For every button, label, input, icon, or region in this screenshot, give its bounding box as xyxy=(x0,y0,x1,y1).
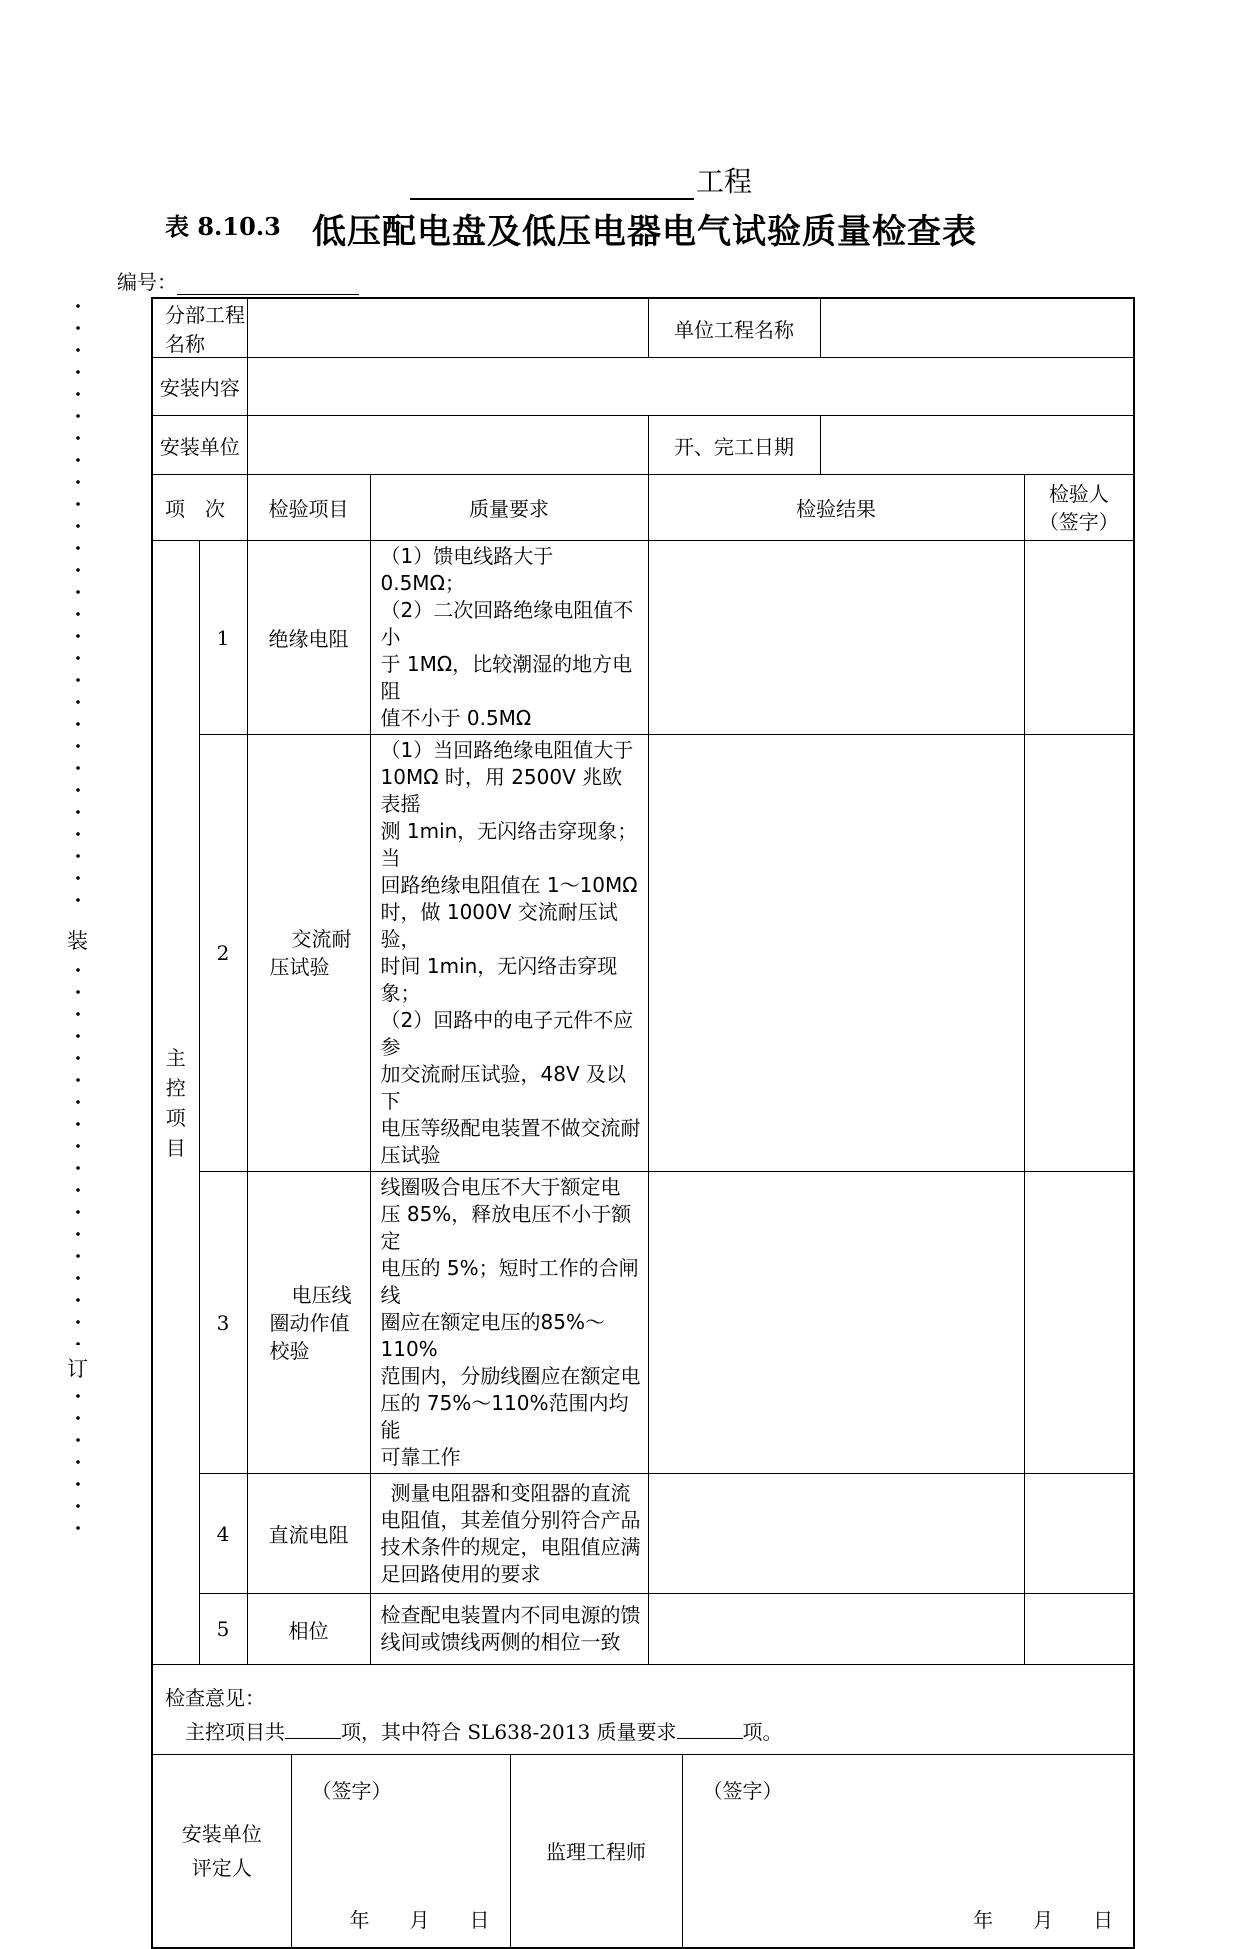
item-name: 电压线 圈动作值 校验 xyxy=(247,1172,370,1474)
item-result[interactable] xyxy=(648,1594,1024,1665)
unit-project-value[interactable] xyxy=(820,298,1134,358)
item-inspector[interactable] xyxy=(1024,541,1134,735)
table-row xyxy=(152,735,1134,1172)
supervisor-sign-label: （签字） xyxy=(702,1779,783,1803)
item-name: 绝缘电阻 xyxy=(247,541,370,735)
item-result[interactable] xyxy=(648,1474,1024,1594)
supervisor-label: 监理工程师 xyxy=(510,1755,682,1948)
item-inspector[interactable] xyxy=(1024,735,1134,1172)
supervisor-date: 年 月 日 xyxy=(973,1907,1114,1932)
dates-value[interactable] xyxy=(820,416,1134,475)
installer-date: 年 月 日 xyxy=(349,1907,490,1932)
binding-dots-middle xyxy=(75,959,81,1345)
sub-project-label: 分部工程名称 xyxy=(152,298,247,358)
serial-label: 编号： xyxy=(117,270,177,294)
col-seq: 项 次 xyxy=(152,475,247,541)
item-result[interactable] xyxy=(648,735,1024,1172)
info-row-3 xyxy=(152,416,1134,475)
opinion-row xyxy=(152,1665,1134,1755)
install-unit-label: 安装单位 xyxy=(152,416,247,475)
col-inspector-line2: （签字） xyxy=(1038,509,1119,534)
inspection-table xyxy=(151,297,1135,1949)
group-label-main-control: 主 控 项 目 xyxy=(152,541,199,1665)
item-no: 1 xyxy=(199,541,247,735)
item-name: 交流耐 压试验 xyxy=(247,735,370,1172)
item-no: 2 xyxy=(199,735,247,1172)
opinion-count-pass[interactable] xyxy=(677,1716,743,1739)
binding-margin xyxy=(67,295,88,1530)
signature-row xyxy=(152,1755,1134,1948)
opinion-label: 检查意见： xyxy=(165,1686,265,1710)
column-header-row xyxy=(152,475,1134,541)
table-row xyxy=(152,541,1134,735)
project-name-blank[interactable] xyxy=(410,168,694,200)
item-no: 4 xyxy=(199,1474,247,1594)
unit-project-label: 单位工程名称 xyxy=(648,298,820,358)
table-row xyxy=(152,1474,1134,1594)
col-inspector-line1: 检验人 xyxy=(1048,481,1109,506)
supervisor-sign-cell[interactable] xyxy=(682,1755,1134,1948)
opinion-cell xyxy=(152,1665,1134,1755)
item-no: 3 xyxy=(199,1172,247,1474)
install-content-value[interactable] xyxy=(247,358,1134,416)
info-row-2 xyxy=(152,358,1134,416)
item-inspector[interactable] xyxy=(1024,1594,1134,1665)
serial-number-blank[interactable] xyxy=(177,274,359,295)
dates-label: 开、完工日期 xyxy=(648,416,820,475)
table-row xyxy=(152,1172,1134,1474)
item-requirement: 检查配电装置内不同电源的馈 线间或馈线两侧的相位一致 xyxy=(370,1594,648,1665)
item-result[interactable] xyxy=(648,541,1024,735)
opinion-sentence: 主控项目共 项，其中符合 SL638-2013 质量要求 项。 xyxy=(165,1715,1133,1749)
table-row xyxy=(152,1594,1134,1665)
item-no: 5 xyxy=(199,1594,247,1665)
install-unit-value[interactable] xyxy=(247,416,648,475)
binding-char-top: 装 xyxy=(67,929,88,953)
item-name: 直流电阻 xyxy=(247,1474,370,1594)
installer-sign-label: （签字） xyxy=(311,1779,392,1803)
serial-number-line xyxy=(117,266,359,295)
binding-dots-top xyxy=(75,295,81,915)
item-requirement: 测量电阻器和变阻器的直流 电阻值，其差值分别符合产品 技术条件的规定，电阻值应满 足回路使用的要求 xyxy=(370,1474,648,1594)
project-suffix: 工程 xyxy=(696,165,753,198)
item-inspector[interactable] xyxy=(1024,1172,1134,1474)
info-row-1 xyxy=(152,298,1134,358)
col-result: 检验结果 xyxy=(648,475,1024,541)
item-requirement: 线圈吸合电压不大于额定电 压 85%，释放电压不小于额定 电压的 5%；短时工作的合闸线 圈应在额定电压的85%～110% 范围内，分励线圈应在额定电 压的 75%～110%范围内均能 可靠工作 xyxy=(370,1172,648,1474)
item-name: 相位 xyxy=(247,1594,370,1665)
table-number: 表 8.10.3 xyxy=(165,212,281,241)
binding-dots-bottom xyxy=(75,1385,81,1530)
item-requirement: （1）当回路绝缘电阻值大于 10MΩ 时，用 2500V 兆欧表摇 测 1min，无闪络击穿现象；当 回路绝缘电阻值在 1～10MΩ 时，做 1000V 交流耐压试验， 时间 1min，无闪络击穿现象； （2）回路中的电子元件不应参 加交流耐压试验，48V 及以下 电压等级配电装置不做交流耐 压试验 xyxy=(370,735,648,1172)
installer-label: 安装单位 评定人 xyxy=(152,1755,291,1948)
item-result[interactable] xyxy=(648,1172,1024,1474)
installer-sign-cell[interactable] xyxy=(291,1755,510,1948)
sub-project-value[interactable] xyxy=(247,298,648,358)
col-requirement: 质量要求 xyxy=(370,475,648,541)
project-name-line xyxy=(410,160,752,200)
page-title: 低压配电盘及低压电器电气试验质量检查表 xyxy=(312,212,977,252)
col-item: 检验项目 xyxy=(247,475,370,541)
item-requirement: （1）馈电线路大于 0.5MΩ； （2）二次回路绝缘电阻值不小 于 1MΩ，比较潮湿的地方电阻 值不小于 0.5MΩ xyxy=(370,541,648,735)
opinion-count-total[interactable] xyxy=(285,1716,341,1739)
binding-char-bottom: 订 xyxy=(67,1357,88,1381)
col-inspector xyxy=(1024,475,1134,541)
item-inspector[interactable] xyxy=(1024,1474,1134,1594)
install-content-label: 安装内容 xyxy=(152,358,247,416)
